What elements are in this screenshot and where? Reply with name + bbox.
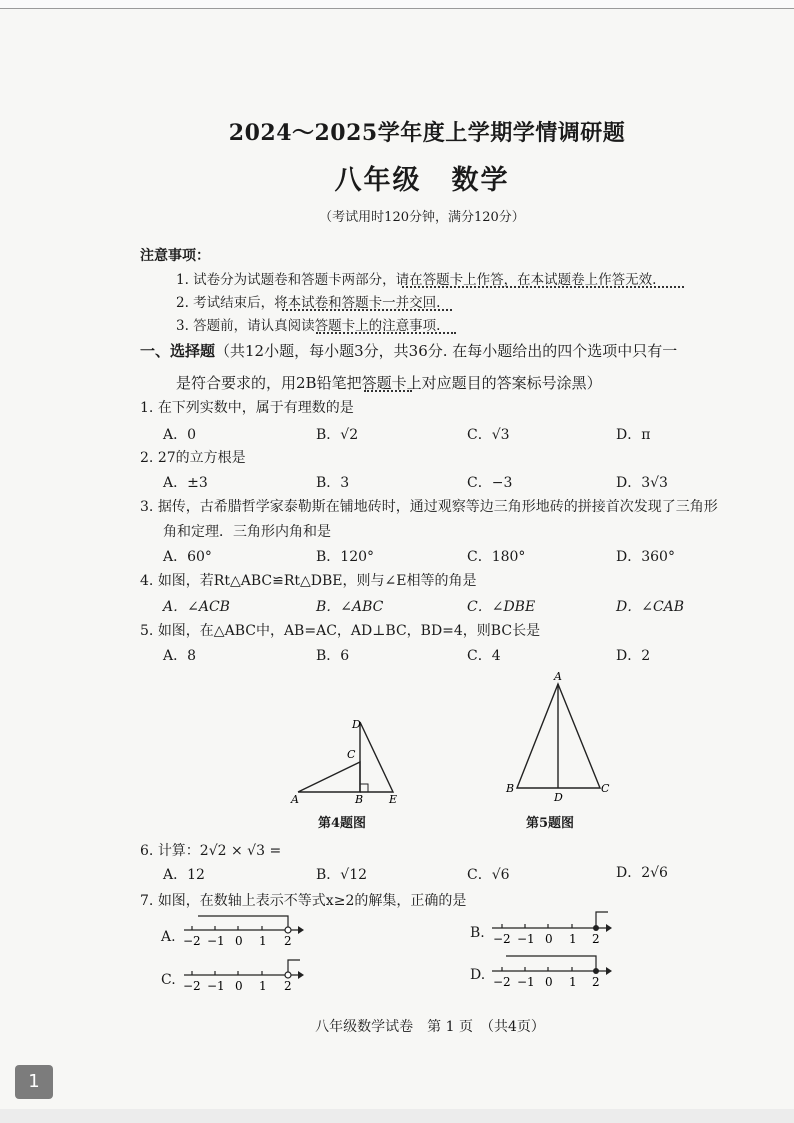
q1-option-a: A．0	[163, 427, 197, 443]
notice-item-3: 3. 答题前，请认真阅读答题卡上的注意事项.	[176, 318, 441, 334]
exam-subject	[0, 158, 794, 197]
bottom-strip	[0, 1109, 794, 1123]
figure-5-caption: 第5题图	[526, 816, 575, 831]
svg-text:2: 2	[284, 979, 292, 993]
notice-item-2: 2. 考试结束后，将本试卷和答题卡一并交回.	[176, 295, 441, 311]
emphasis-dots-2	[282, 309, 452, 311]
q4-option-c: C．∠DBE	[467, 599, 536, 615]
numberline-a	[180, 912, 310, 952]
svg-text:2: 2	[592, 975, 600, 989]
q4-option-d: D．∠CAB	[616, 599, 685, 615]
fig5-label-d: D	[554, 791, 563, 803]
emphasis-dots-1	[402, 286, 684, 288]
q3-option-b: B．120°	[316, 549, 375, 565]
question-3-line2: 角和定理．三角形内角和是	[163, 524, 331, 540]
svg-text:0: 0	[545, 932, 553, 946]
q4-option-a: A．∠ACB	[163, 599, 230, 615]
page-footer: 八年级数学试卷 第 1 页 （共4页）	[315, 1019, 545, 1035]
question-1: 1. 在下列实数中，属于有理数的是	[140, 400, 354, 416]
exam-title: 2024～2025学年度上学期学情调研题	[228, 120, 626, 146]
svg-text:−1: −1	[517, 932, 535, 946]
svg-text:1: 1	[259, 934, 267, 948]
q3-option-d: D．360°	[616, 549, 675, 565]
question-3: 3. 据传，古希腊哲学家泰勒斯在铺地砖时，通过观察等边三角形地砖的拼接首次发现了三角形	[140, 499, 718, 515]
fig4-label-e: E	[389, 793, 398, 806]
q5-option-b: B．6	[316, 648, 350, 664]
question-4: 4. 如图，若Rt△ABC≌Rt△DBE，则与∠E相等的角是	[140, 573, 477, 589]
q7-option-c: C.	[161, 972, 176, 988]
q1-option-d: D．π	[616, 427, 651, 443]
q2-option-a: A．±3	[163, 475, 208, 491]
numberline-d	[488, 952, 618, 992]
exam-time-note: （考试用时120分钟，满分120分）	[319, 210, 525, 225]
question-7: 7. 如图，在数轴上表示不等式x≥2的解集，正确的是	[140, 893, 467, 909]
q7-option-b: B.	[470, 925, 485, 941]
question-6: 6. 计算：2√2 × √3 =	[140, 843, 282, 859]
q7-option-a: A.	[161, 929, 176, 945]
figure-4-caption: 第4题图	[318, 816, 367, 831]
subject-label: 数学	[451, 165, 510, 196]
svg-text:1: 1	[569, 932, 577, 946]
svg-text:−2: −2	[183, 934, 201, 948]
figure-5	[500, 668, 620, 803]
q2-option-c: C．−3	[467, 475, 513, 491]
svg-text:2: 2	[284, 934, 292, 948]
question-5: 5. 如图，在△ABC中，AB=AC，AD⊥BC，BD=4，则BC长是	[140, 623, 541, 639]
svg-text:−1: −1	[207, 934, 225, 948]
svg-text:0: 0	[235, 934, 243, 948]
q6-option-d: D．2√6	[616, 865, 668, 881]
q1-option-c: C．√3	[467, 427, 510, 443]
svg-text:1: 1	[259, 979, 267, 993]
svg-text:2: 2	[592, 932, 600, 946]
figure-4	[285, 712, 405, 807]
q7-option-d: D.	[470, 967, 486, 983]
numberline-b	[488, 908, 618, 948]
fig4-label-b: B	[355, 793, 364, 806]
svg-text:0: 0	[545, 975, 553, 989]
fig4-label-c: C	[347, 748, 356, 761]
question-2: 2. 27的立方根是	[140, 450, 246, 466]
q4-option-b: B．∠ABC	[316, 599, 384, 615]
q6-option-b: B．√12	[316, 867, 368, 883]
svg-text:−2: −2	[493, 975, 511, 989]
fig5-label-a: A	[554, 670, 562, 683]
q1-option-b: B．√2	[316, 427, 359, 443]
q2-option-d: D．3√3	[616, 475, 668, 491]
numberline-c	[180, 956, 310, 996]
grade-label: 八年级	[334, 165, 422, 196]
notice-heading: 注意事项：	[140, 248, 210, 264]
q5-option-d: D．2	[616, 648, 651, 664]
svg-text:−2: −2	[493, 932, 511, 946]
fig4-label-d: D	[352, 718, 361, 731]
emphasis-dots-4	[364, 390, 412, 392]
section-subline: 是符合要求的，用2B铅笔把答题卡上对应题目的答案标号涂黑）	[176, 374, 602, 392]
fig5-label-c: C	[601, 782, 610, 795]
svg-text:0: 0	[235, 979, 243, 993]
section-heading: 一、选择题（共12小题，每小题3分，共36分. 在每小题给出的四个选项中只有一	[140, 342, 678, 360]
q3-option-a: A．60°	[163, 549, 212, 565]
notice-item-1: 1. 试卷分为试题卷和答题卡两部分，请在答题卡上作答，在本试题卷上作答无效.	[176, 272, 657, 288]
q5-option-a: A．8	[163, 648, 197, 664]
fig5-label-b: B	[506, 782, 515, 795]
svg-text:1: 1	[569, 975, 577, 989]
emphasis-dots-3	[316, 332, 456, 334]
fig4-label-a: A	[291, 793, 299, 806]
page-number-button[interactable]: 1	[15, 1065, 53, 1099]
q6-option-a: A．12	[163, 867, 205, 883]
svg-text:−2: −2	[183, 979, 201, 993]
svg-text:−1: −1	[207, 979, 225, 993]
svg-text:−1: −1	[517, 975, 535, 989]
q5-option-c: C．4	[467, 648, 501, 664]
q6-option-c: C．√6	[467, 867, 510, 883]
q3-option-c: C．180°	[467, 549, 526, 565]
q2-option-b: B．3	[316, 475, 350, 491]
